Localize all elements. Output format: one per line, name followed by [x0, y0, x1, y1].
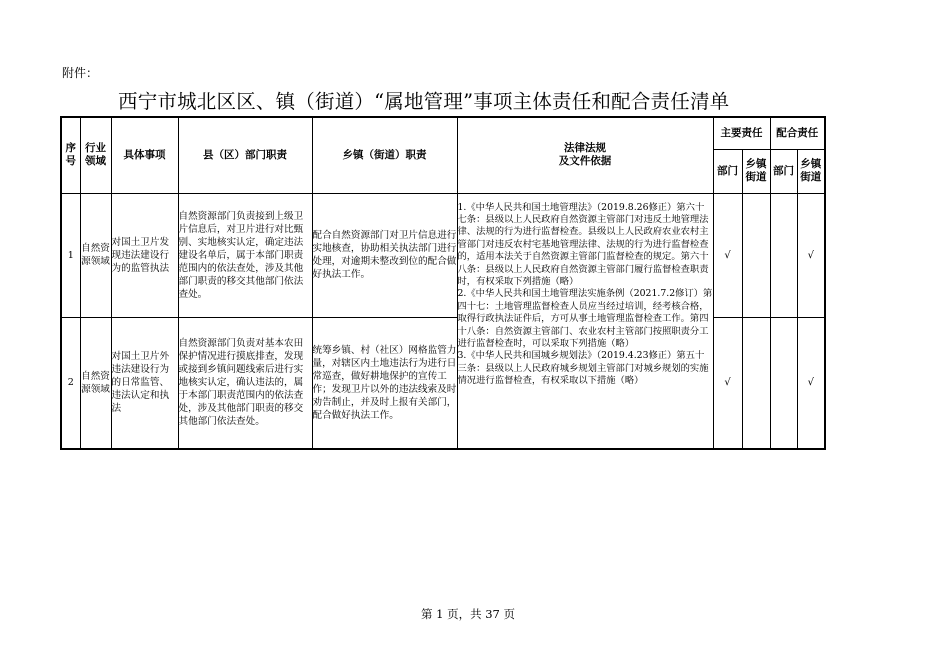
row-industry: 自然资源领域 — [80, 317, 111, 449]
law-basis-cell — [457, 193, 713, 449]
page-title: 西宁市城北区区、镇（街道）“属地管理”事项主体责任和配合责任清单 — [118, 90, 730, 113]
row-item: 对国土卫片发现违法建设行为的监管执法 — [111, 193, 178, 317]
header-main-resp: 主要责任 — [713, 117, 770, 149]
row-item: 对国土卫片外违法建设行为的日常监管、违法认定和执法 — [111, 317, 178, 449]
attachment-label: 附件： — [62, 66, 99, 80]
header-law: 法律法规 及文件依据 — [457, 117, 713, 193]
responsibility-table — [60, 116, 826, 450]
law-basis-text: 1.《中华人民共和国土地管理法》（2019.8.26修正）第六十七条：县级以上人民政府自然资源主管部门对违反土地管理法律、法规的行为进行监督检查。县级以上人民政府农业农村主管部门对违反农村宅基地管理法律、法规的行为进行监督检查的，适用本法关于自然资源主管部门监督检查的规定。第六十八条：县级以上人民政府自然资源主管部门履行监督检查职责时，有权采取下列措施（略） 2.《中华人民共和国土地管理法实施条例（2021.7.2修订）第四十七：土地管理监督检查人员应当经过培训，经考核合格，取得行政执法证件后，方可从事土地管理监督检查工作。第四十八条：自然资源主管部门、农业农村主管部门按照职责分工进行监督检查时，可以采取下列措施（略） 3.《中华人民共和国城乡规划法》（2019.4.23修正）第五十三条：县级以上人民政府城乡规划主管部门对城乡规划的实施情况进行监督检查，有权采取以下措施（略） — [457, 201, 713, 387]
header-row-1 — [61, 117, 825, 149]
row-main-town-check — [742, 193, 770, 317]
page-footer: 第 1 页，共 37 页 — [420, 607, 516, 621]
row-seq: 1 — [61, 193, 80, 317]
row-main-dept-check: √ — [713, 193, 742, 317]
row-town-duty: 配合自然资源部门对卫片信息进行实地核查，协助相关执法部门进行处理，对逾期未整改到位的配合做好执法工作。 — [312, 193, 457, 317]
row-coop-dept-check — [770, 193, 797, 317]
table-row — [61, 193, 825, 317]
header-coop-dept: 部门 — [770, 149, 797, 193]
row-main-dept-check: √ — [713, 317, 742, 449]
row-industry: 自然资源领域 — [80, 193, 111, 317]
row-county-duty: 自然资源部门负责对基本农田保护情况进行摸底排查，发现或接到乡镇问题线索后进行实地核实认定，确认违法的，属于本部门职责范围内的依法查处，涉及其他部门职责的移交其他部门依法查处。 — [178, 317, 312, 449]
header-main-town: 乡镇 街道 — [742, 149, 770, 193]
row-town-duty: 统筹乡镇、村（社区）网格监管力量，对辖区内土地违法行为进行日常巡查，做好耕地保护的宣传工作；发现卫片以外的违法线索及时劝告制止，并及时上报有关部门，配合做好执法工作。 — [312, 317, 457, 449]
row-coop-town-check: √ — [797, 317, 825, 449]
row-coop-town-check: √ — [797, 193, 825, 317]
header-coop-town: 乡镇 街道 — [797, 149, 825, 193]
header-coop-resp: 配合责任 — [770, 117, 825, 149]
header-town-duty: 乡镇（街道）职责 — [312, 117, 457, 193]
row-county-duty: 自然资源部门负责接到上级卫片信息后，对卫片进行对比甄别、实地核实认定，确定违法建设名单后，属于本部门职责范围内的依法查处，涉及其他部门职责的移交其他部门依法查处。 — [178, 193, 312, 317]
row-seq: 2 — [61, 317, 80, 449]
row-coop-dept-check — [770, 317, 797, 449]
header-industry: 行业领域 — [80, 117, 111, 193]
header-seq: 序号 — [61, 117, 80, 193]
header-item: 具体事项 — [111, 117, 178, 193]
header-county-duty: 县（区）部门职责 — [178, 117, 312, 193]
row-main-town-check — [742, 317, 770, 449]
header-main-dept: 部门 — [713, 149, 742, 193]
